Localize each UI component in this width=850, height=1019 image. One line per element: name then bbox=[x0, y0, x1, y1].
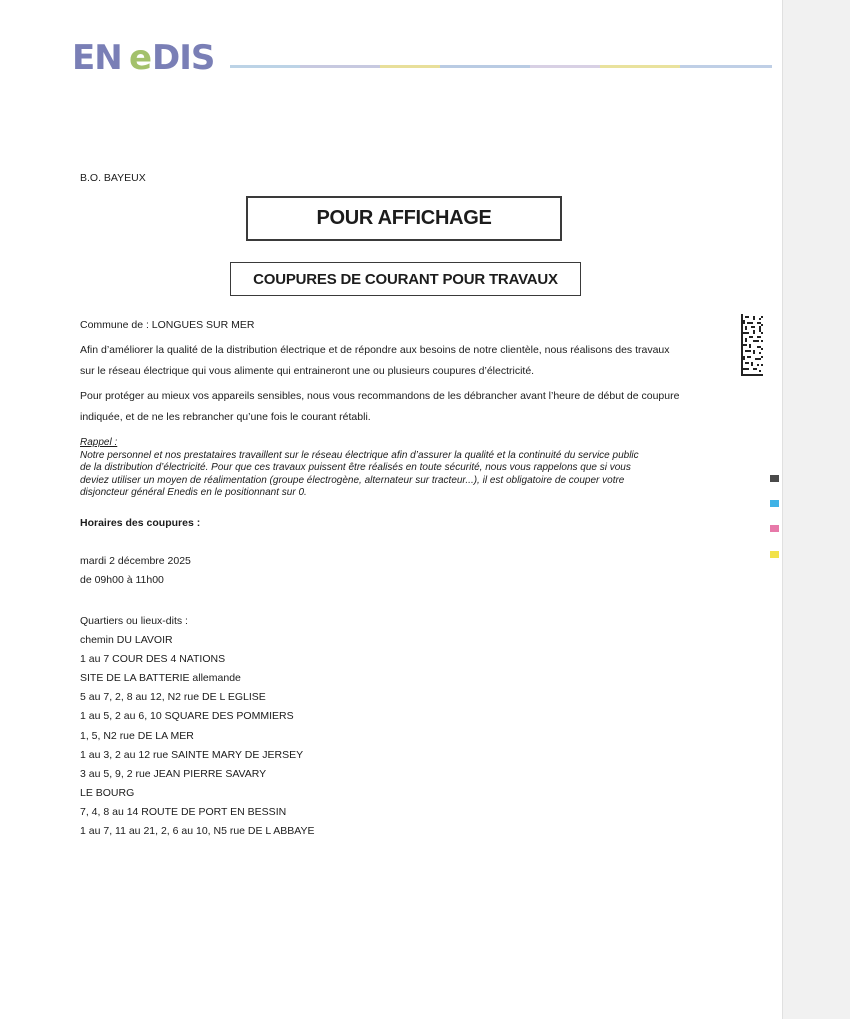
registration-mark-magenta bbox=[770, 525, 779, 532]
enedis-logo bbox=[72, 36, 222, 76]
list-item: 1, 5, N2 rue DE LA MER bbox=[80, 729, 194, 742]
rappel-line: Notre personnel et nos prestataires travaillent sur le réseau électrique afin d’assurer la qualité et la continuité du service public bbox=[80, 449, 639, 461]
datamatrix-barcode bbox=[741, 314, 763, 376]
list-item: 1 au 3, 2 au 12 rue SAINTE MARY DE JERSEY bbox=[80, 748, 304, 761]
intro-line: Afin d’améliorer la qualité de la distribution électrique et de répondre aux besoins de notre clientèle, nous réalisons des travaux bbox=[80, 344, 670, 356]
svg-text:e: e bbox=[129, 38, 153, 76]
logo-rule bbox=[230, 64, 772, 69]
registration-mark-cyan bbox=[770, 500, 779, 507]
rappel-line: deviez utiliser un moyen de réalimentation (groupe électrogène, alternateur sur tracteur...), il est obligatoire de couper votre bbox=[80, 474, 625, 486]
rappel-title: Rappel : bbox=[80, 437, 118, 448]
intro-paragraph bbox=[80, 340, 670, 382]
schedule-heading: Horaires des coupures : bbox=[80, 517, 201, 529]
registration-mark-black bbox=[770, 475, 779, 482]
rappel-line: disjoncteur général Enedis en le positionnant sur 0. bbox=[80, 487, 307, 498]
registration-mark-yellow bbox=[770, 551, 779, 558]
advice-line: indiquée, et de ne les rebrancher qu’une fois le courant rétabli. bbox=[80, 411, 371, 423]
subtitle-box: COUPURES DE COURANT POUR TRAVAUX bbox=[230, 262, 581, 296]
list-item: LE BOURG bbox=[80, 786, 135, 799]
locations-heading: Quartiers ou lieux-dits : bbox=[80, 615, 188, 627]
locations-list bbox=[80, 612, 314, 841]
rappel-section bbox=[80, 437, 639, 500]
svg-text:EN: EN bbox=[72, 38, 122, 76]
list-item: 5 au 7, 2, 8 au 12, N2 rue DE L EGLISE bbox=[80, 691, 266, 704]
svg-text:DIS: DIS bbox=[152, 38, 215, 76]
intro-line: sur le réseau électrique qui vous alimente qui entraineront une ou plusieurs coupures d’électricité. bbox=[80, 365, 535, 377]
office-label: B.O. BAYEUX bbox=[80, 172, 146, 184]
advice-line: Pour protéger au mieux vos appareils sensibles, nous vous recommandons de les débrancher avant l’heure de début de coupure bbox=[80, 390, 680, 402]
schedule-time: de 09h00 à 11h00 bbox=[80, 574, 164, 586]
list-item: 1 au 5, 2 au 6, 10 SQUARE DES POMMIERS bbox=[80, 710, 294, 723]
scan-margin bbox=[782, 0, 850, 1019]
commune-label: Commune de : LONGUES SUR MER bbox=[80, 319, 255, 331]
list-item: 3 au 5, 9, 2 rue JEAN PIERRE SAVARY bbox=[80, 767, 267, 780]
title-box: POUR AFFICHAGE bbox=[246, 196, 562, 241]
advice-paragraph bbox=[80, 386, 679, 428]
schedule-date: mardi 2 décembre 2025 bbox=[80, 555, 191, 567]
list-item: 1 au 7, 11 au 21, 2, 6 au 10, N5 rue DE L ABBAYE bbox=[80, 825, 315, 838]
list-item: SITE DE LA BATTERIE allemande bbox=[80, 672, 241, 685]
list-item: 1 au 7 COUR DES 4 NATIONS bbox=[80, 653, 226, 666]
list-item: chemin DU LAVOIR bbox=[80, 634, 173, 647]
rappel-line: de la distribution d’électricité. Pour que ces travaux puissent être réalisés en toute sécurité, nous vous rappelons que si vous bbox=[80, 462, 631, 473]
list-item: 7, 4, 8 au 14 ROUTE DE PORT EN BESSIN bbox=[80, 805, 287, 818]
